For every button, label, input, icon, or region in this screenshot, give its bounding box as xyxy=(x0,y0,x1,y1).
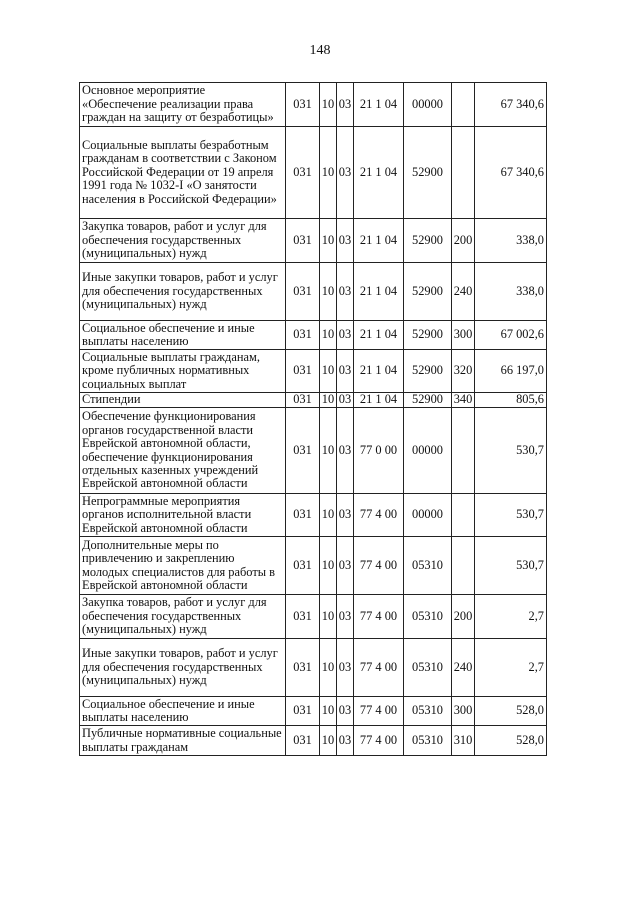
ministry-code: 031 xyxy=(286,408,320,494)
row-name: Иные закупки товаров, работ и услуг для обеспечения государственных (муниципальных) нужд xyxy=(80,639,286,697)
ministry-code: 031 xyxy=(286,219,320,263)
section-code: 10 xyxy=(320,537,337,595)
row-name: Дополнительные меры по привлечению и закреплению молодых специалистов для работы в Еврейской автономной области xyxy=(80,537,286,595)
section-code: 10 xyxy=(320,219,337,263)
amount: 67 002,6 xyxy=(475,321,547,350)
expense-type-code: 310 xyxy=(452,726,475,756)
direction-code: 52900 xyxy=(404,393,452,408)
subsection-code: 03 xyxy=(337,393,354,408)
section-code: 10 xyxy=(320,639,337,697)
subsection-code: 03 xyxy=(337,595,354,639)
ministry-code: 031 xyxy=(286,494,320,537)
amount: 2,7 xyxy=(475,595,547,639)
table-row xyxy=(80,697,547,726)
subsection-code: 03 xyxy=(337,321,354,350)
table-row xyxy=(80,393,547,408)
expense-type-code: 240 xyxy=(452,263,475,321)
table-row xyxy=(80,726,547,756)
table-row xyxy=(80,639,547,697)
program-code: 21 1 04 xyxy=(354,350,404,393)
subsection-code: 03 xyxy=(337,726,354,756)
subsection-code: 03 xyxy=(337,639,354,697)
ministry-code: 031 xyxy=(286,263,320,321)
direction-code: 05310 xyxy=(404,639,452,697)
expense-type-code: 340 xyxy=(452,393,475,408)
row-name: Закупка товаров, работ и услуг для обеспечения государственных (муниципальных) нужд xyxy=(80,219,286,263)
program-code: 21 1 04 xyxy=(354,83,404,127)
program-code: 21 1 04 xyxy=(354,321,404,350)
table-row xyxy=(80,263,547,321)
direction-code: 05310 xyxy=(404,726,452,756)
subsection-code: 03 xyxy=(337,219,354,263)
amount: 530,7 xyxy=(475,408,547,494)
section-code: 10 xyxy=(320,494,337,537)
expense-type-code: 240 xyxy=(452,639,475,697)
table-body xyxy=(80,83,547,756)
expense-type-code: 200 xyxy=(452,595,475,639)
direction-code: 05310 xyxy=(404,537,452,595)
ministry-code: 031 xyxy=(286,595,320,639)
subsection-code: 03 xyxy=(337,263,354,321)
row-name: Социальные выплаты гражданам, кроме публичных нормативных социальных выплат xyxy=(80,350,286,393)
ministry-code: 031 xyxy=(286,127,320,219)
table-row xyxy=(80,127,547,219)
amount: 338,0 xyxy=(475,263,547,321)
amount: 528,0 xyxy=(475,697,547,726)
program-code: 21 1 04 xyxy=(354,127,404,219)
row-name: Закупка товаров, работ и услуг для обеспечения государственных (муниципальных) нужд xyxy=(80,595,286,639)
table-row xyxy=(80,321,547,350)
subsection-code: 03 xyxy=(337,408,354,494)
direction-code: 00000 xyxy=(404,83,452,127)
subsection-code: 03 xyxy=(337,83,354,127)
program-code: 77 4 00 xyxy=(354,537,404,595)
program-code: 21 1 04 xyxy=(354,263,404,321)
direction-code: 00000 xyxy=(404,408,452,494)
ministry-code: 031 xyxy=(286,393,320,408)
amount: 66 197,0 xyxy=(475,350,547,393)
subsection-code: 03 xyxy=(337,127,354,219)
ministry-code: 031 xyxy=(286,321,320,350)
subsection-code: 03 xyxy=(337,537,354,595)
section-code: 10 xyxy=(320,321,337,350)
direction-code: 00000 xyxy=(404,494,452,537)
section-code: 10 xyxy=(320,127,337,219)
row-name: Социальные выплаты безработным гражданам в соответствии с Законом Российской Федерации от 19 апреля 1991 года № 1032-I «О занятости населения в Российской Федерации» xyxy=(80,127,286,219)
direction-code: 52900 xyxy=(404,127,452,219)
direction-code: 52900 xyxy=(404,321,452,350)
amount: 530,7 xyxy=(475,537,547,595)
ministry-code: 031 xyxy=(286,726,320,756)
expense-type-code: 300 xyxy=(452,321,475,350)
table-row xyxy=(80,408,547,494)
direction-code: 05310 xyxy=(404,697,452,726)
amount: 528,0 xyxy=(475,726,547,756)
program-code: 77 4 00 xyxy=(354,639,404,697)
section-code: 10 xyxy=(320,726,337,756)
table-row xyxy=(80,219,547,263)
amount: 338,0 xyxy=(475,219,547,263)
ministry-code: 031 xyxy=(286,697,320,726)
subsection-code: 03 xyxy=(337,350,354,393)
amount: 67 340,6 xyxy=(475,83,547,127)
ministry-code: 031 xyxy=(286,639,320,697)
table-row xyxy=(80,83,547,127)
amount: 530,7 xyxy=(475,494,547,537)
direction-code: 05310 xyxy=(404,595,452,639)
section-code: 10 xyxy=(320,697,337,726)
row-name: Социальное обеспечение и иные выплаты населению xyxy=(80,697,286,726)
table-row xyxy=(80,595,547,639)
program-code: 77 4 00 xyxy=(354,595,404,639)
expense-type-code: 320 xyxy=(452,350,475,393)
ministry-code: 031 xyxy=(286,83,320,127)
ministry-code: 031 xyxy=(286,537,320,595)
program-code: 21 1 04 xyxy=(354,393,404,408)
direction-code: 52900 xyxy=(404,350,452,393)
expense-type-code xyxy=(452,494,475,537)
direction-code: 52900 xyxy=(404,263,452,321)
table-row xyxy=(80,350,547,393)
expense-type-code xyxy=(452,537,475,595)
expense-type-code xyxy=(452,408,475,494)
section-code: 10 xyxy=(320,83,337,127)
row-name: Публичные нормативные социальные выплаты гражданам xyxy=(80,726,286,756)
section-code: 10 xyxy=(320,263,337,321)
section-code: 10 xyxy=(320,393,337,408)
program-code: 77 4 00 xyxy=(354,494,404,537)
program-code: 21 1 04 xyxy=(354,219,404,263)
program-code: 77 4 00 xyxy=(354,697,404,726)
row-name: Основное мероприятие «Обеспечение реализации права граждан на защиту от безработицы» xyxy=(80,83,286,127)
row-name: Обеспечение функционирования органов государственной власти Еврейской автономной области, обеспечение функционирования отдельных казенных учреждений Еврейской автономной области xyxy=(80,408,286,494)
budget-table xyxy=(79,82,547,756)
page-number: 148 xyxy=(309,43,331,58)
amount: 67 340,6 xyxy=(475,127,547,219)
table-row xyxy=(80,494,547,537)
direction-code: 52900 xyxy=(404,219,452,263)
row-name: Социальное обеспечение и иные выплаты населению xyxy=(80,321,286,350)
row-name: Иные закупки товаров, работ и услуг для обеспечения государственных (муниципальных) нужд xyxy=(80,263,286,321)
program-code: 77 0 00 xyxy=(354,408,404,494)
expense-type-code: 200 xyxy=(452,219,475,263)
subsection-code: 03 xyxy=(337,494,354,537)
expense-type-code xyxy=(452,83,475,127)
section-code: 10 xyxy=(320,595,337,639)
subsection-code: 03 xyxy=(337,697,354,726)
expense-type-code: 300 xyxy=(452,697,475,726)
amount: 2,7 xyxy=(475,639,547,697)
amount: 805,6 xyxy=(475,393,547,408)
section-code: 10 xyxy=(320,408,337,494)
section-code: 10 xyxy=(320,350,337,393)
table-row xyxy=(80,537,547,595)
row-name: Стипендии xyxy=(80,393,286,408)
program-code: 77 4 00 xyxy=(354,726,404,756)
row-name: Непрограммные мероприятия органов исполнительной власти Еврейской автономной области xyxy=(80,494,286,537)
ministry-code: 031 xyxy=(286,350,320,393)
expense-type-code xyxy=(452,127,475,219)
